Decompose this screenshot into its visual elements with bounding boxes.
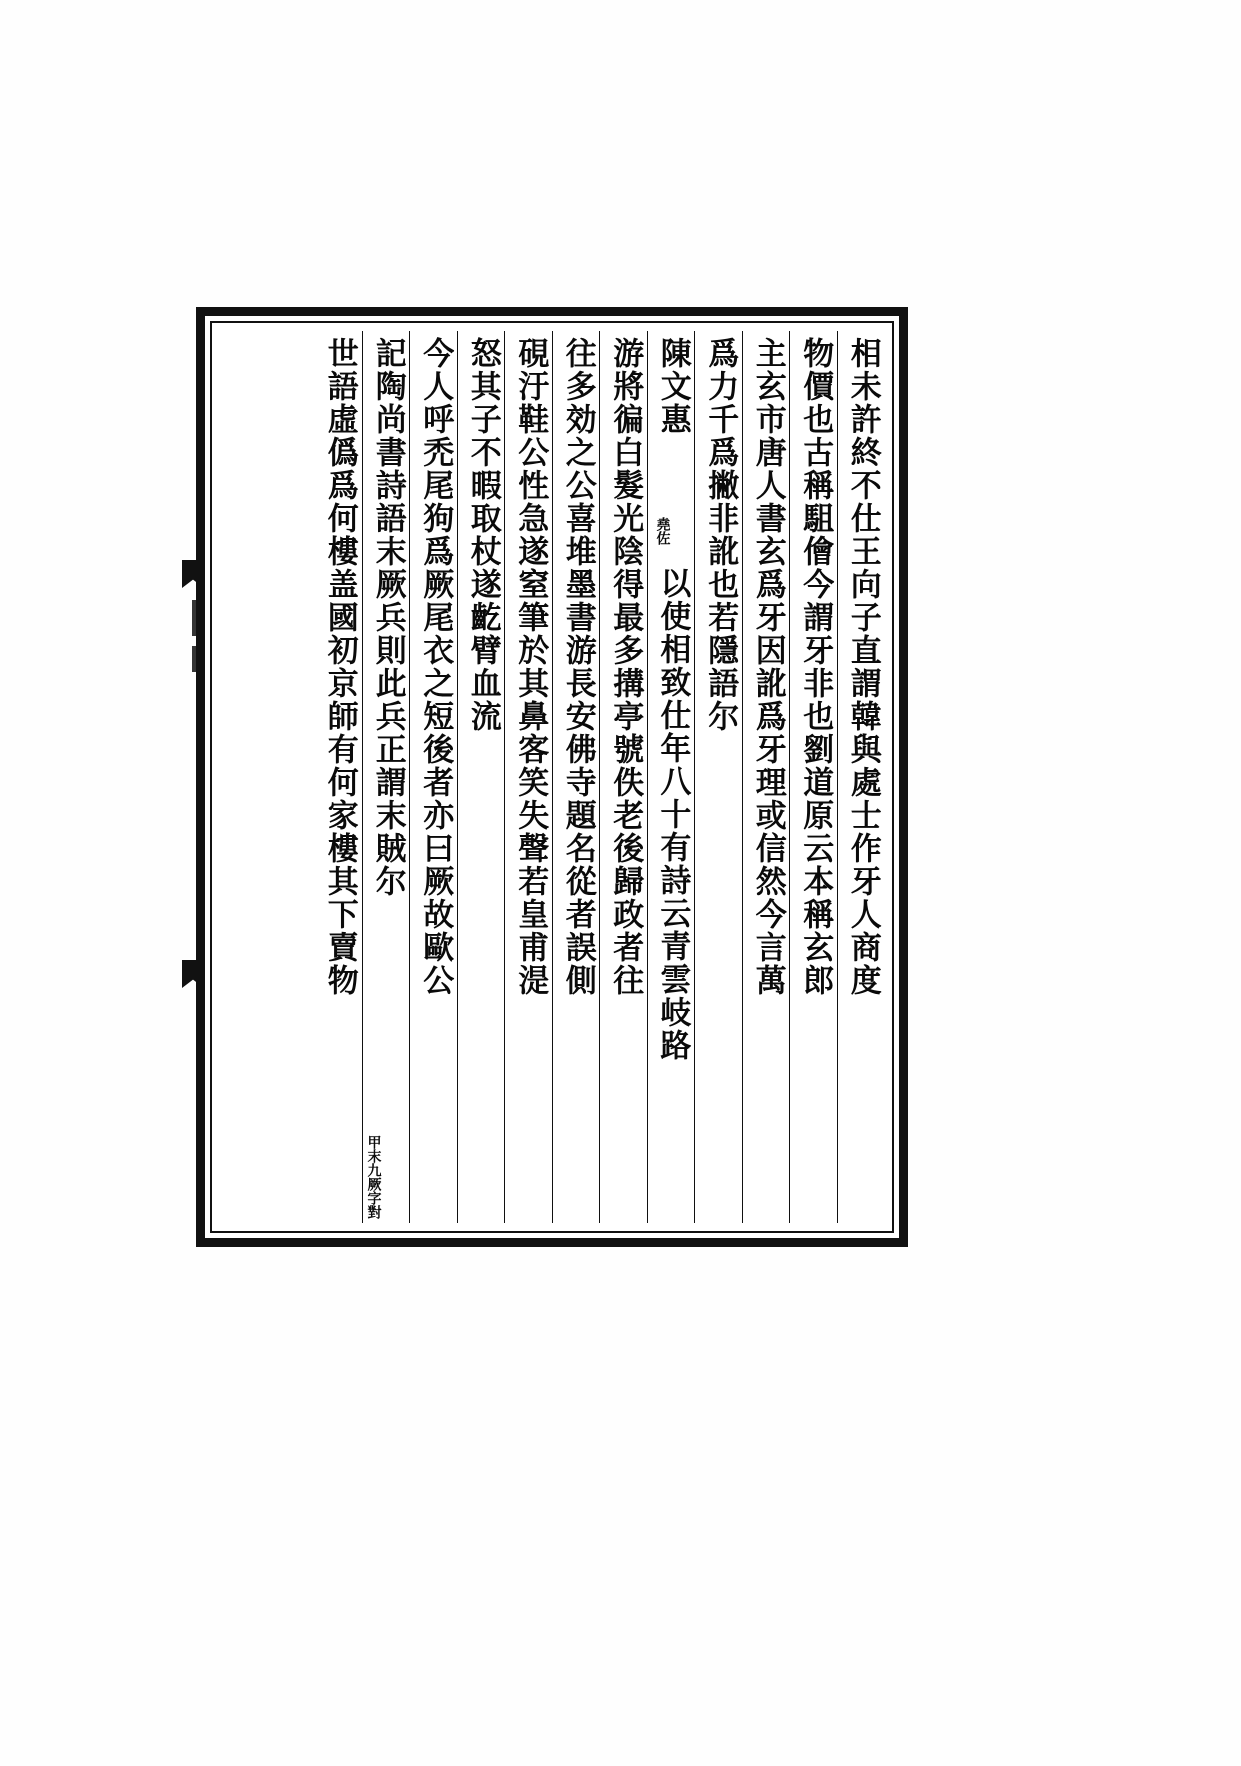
- text-column-8: [504, 331, 552, 1223]
- interlinear-annotation: 堯佐: [654, 517, 671, 545]
- interlinear-annotation-small: 甲末九厥字對: [365, 1135, 382, 1219]
- text-column-1: [837, 331, 885, 1223]
- text-column-6: [599, 331, 647, 1223]
- text-column-4: [694, 331, 742, 1223]
- text-column-2: [789, 331, 837, 1223]
- text-column-10: [409, 331, 457, 1223]
- column-text: 相未許終不仕王向子直謂韓與處士作牙人商度: [844, 337, 881, 997]
- text-column-7: [552, 331, 600, 1223]
- column-text: 爲力千爲撇非訛也若隱語尔: [702, 337, 739, 733]
- column-text: 硯汙鞋公性急遂窒筆於其鼻客笑失聲若皇甫湜: [512, 337, 549, 997]
- text-column-5: [647, 331, 695, 1223]
- column-text: 往多効之公喜堆墨書游長安佛寺題名從者誤側: [559, 337, 596, 997]
- column-text: 怒其子不暇取杖遂齕臂血流: [464, 337, 501, 733]
- column-text-continued: 以使相致仕年八十有詩云青雲岐路: [654, 567, 691, 1062]
- column-text: 主玄市唐人書玄爲牙因訛爲牙理或信然今言萬: [749, 337, 786, 997]
- text-column-3: [742, 331, 790, 1223]
- text-column-11: [362, 331, 410, 1223]
- text-block-inner-border: [210, 321, 894, 1233]
- column-text: 今人呼禿尾狗爲厥尾衣之短後者亦曰厥故歐公: [417, 337, 454, 997]
- text-column-9: [457, 331, 505, 1223]
- column-text: 世語虛僞爲何樓盖國初京師有何家樓其下賣物: [321, 337, 358, 997]
- text-columns: [220, 331, 884, 1223]
- column-text: 陳文惠: [654, 337, 691, 436]
- text-column-12: [314, 331, 362, 1223]
- column-text: 物價也古稱駔儈今謂牙非也劉道原云本稱玄郎: [797, 337, 834, 997]
- column-text: 游將徧白髮光陰得最多搆亭號佚老後歸政者往: [607, 337, 644, 997]
- column-text: 記陶尚書詩語末厥兵則此兵正謂末賊尔: [369, 337, 406, 898]
- text-block-frame: [196, 307, 908, 1247]
